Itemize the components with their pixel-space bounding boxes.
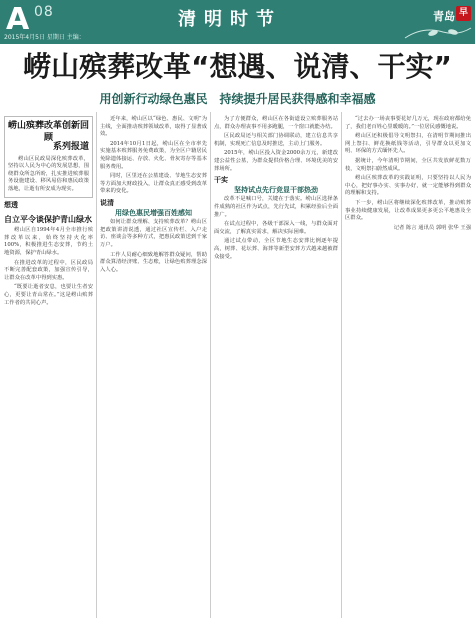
page-number: 08: [34, 4, 54, 20]
paragraph: 2015年，崂山区投入资金2000余万元，新建改建公益性公墓，为群众提供价格合理、环境优美的安葬场所。: [214, 150, 338, 172]
series-body: 崂山区民政局深化殡葬改革，坚持以人民为中心的发展思想，围绕群众所急所盼，扎实推进殡葬服务设施建设、移风易俗和惠民政策落地，让逝有所安成为现实。: [8, 155, 89, 192]
paragraph: 如何让群众理解、支持殡葬改革？崂山区把政策讲清说透，通过社区宣传栏、入户走访、座谈会等多种方式，把惠民政策送到千家万户。: [100, 219, 207, 248]
paragraph: 在推进改革的过程中，区民政局不断完善配套政策，加强宣传引导，让群众在改革中得到实惠。: [4, 259, 93, 281]
paragraph: 崂山区还积极倡导文明祭扫，在清明节期间推出网上祭扫、鲜花换纸钱等活动，引导群众以更加文明、环保的方式缅怀先人。: [345, 133, 471, 155]
leaf-decoration-icon: [403, 24, 473, 42]
paragraph: 下一步，崂山区将继续深化殡葬改革，推动殡葬事业持续健康发展，让改革成果更多更公平地惠及全区群众。: [345, 199, 471, 222]
section-heading-shuoqing: 说清: [100, 198, 114, 207]
series-box: [4, 116, 93, 198]
brand-name: 青岛: [433, 10, 455, 23]
section-title: 清明时节: [178, 9, 282, 30]
paragraph: “既要让逝者安息，也要让生者安心，更要让青山常在。”这是崂山殡葬工作者的共同心声。: [4, 284, 93, 306]
paragraph: 通过试点带动，全区节地生态安葬比例逐年提高，树葬、花坛葬、海葬等新型安葬方式越来越被群众接受。: [214, 238, 338, 260]
paragraph: 近年来，崂山区以“绿色、惠民、文明”为主线，全面推动殡葬领域改革，取得了显著成效。: [100, 116, 207, 138]
column-1: [4, 116, 93, 309]
paragraph: 区民政局还与相关部门协调联动，建立信息共享机制，实现死亡信息及时推送，主动上门服务。: [214, 133, 338, 147]
section-title-wrap: [140, 9, 320, 31]
paragraph: 工作人员耐心细致地解答群众疑问，帮助群众算清经济账、生态账，让绿色殡葬理念深入人心。: [100, 251, 207, 273]
paragraph: 据统计，今年清明节期间，全区共发放鲜花数万枝，文明祭扫蔚然成风。: [345, 157, 471, 172]
series-title: 崂山殡葬改革创新回顾: [8, 121, 90, 143]
column-3: [214, 116, 338, 263]
section-heading-ganshi: 干实: [214, 176, 228, 185]
column-divider: [210, 112, 211, 618]
column-2: [100, 116, 207, 276]
column-divider: [341, 112, 342, 618]
paragraph: 崂山区自1994年4月全市推行殡葬改革以来，始终坚持火化率100%，积极推进生态安葬，节约土地资源，保护青山绿水。: [4, 227, 93, 256]
dateline: 2015年4月5日 星期日 主编：: [4, 34, 85, 41]
paragraph: 同时，区里还在公墓建设、节地生态安葬等方面加大财政投入，让群众真正感受到改革带来的变化。: [100, 173, 207, 195]
paragraph: “过去办一场丧事要花好几万元，现在政府都给免了，我们老百姓心里暖暖的。”一位居民感慨地说。: [345, 116, 471, 130]
paragraph: 崂山区殡葬改革的实践证明，只要坚持以人民为中心，把好事办实、实事办好，就一定能够得到群众的理解和支持。: [345, 175, 471, 197]
paragraph: 改革不是喊口号，关键在于落实。崂山区选择条件成熟的社区作为试点，先行先试，积累经验后全面推广。: [214, 196, 338, 218]
subsection-heading: 自立平令谈保护青山绿水: [4, 215, 92, 225]
subsection-heading: 用绿色惠民增强百姓感知: [115, 208, 192, 217]
series-subtitle: 系列报道: [52, 142, 89, 152]
brand-badge: 早: [456, 6, 471, 21]
column-4: [345, 116, 471, 232]
masthead-band: [0, 0, 475, 44]
byline: 记者 陈言 通讯员 郭明 张华 王强: [393, 224, 471, 231]
subsection-heading: 坚持试点先行竞显干部热劲: [234, 185, 318, 194]
section-logo: A: [6, 2, 30, 37]
paragraph: 为了方便群众，崂山区在各街道设立殡葬服务站点，群众办理丧事不用多跑腿，一个窗口就能办结。: [214, 116, 338, 130]
article-subheadline: 用创新行动绿色惠民 持续提升居民获得感和幸福感: [99, 92, 376, 106]
paragraph: 2014年10月1日起，崂山区在全市率先实施基本殡葬服务免费政策，为全区户籍居民免除遗体接运、存放、火化、骨灰寄存等基本服务费用。: [100, 140, 207, 170]
column-divider: [96, 112, 97, 618]
section-heading-xiangtou: 想透: [4, 200, 18, 209]
paragraph: 在试点过程中，各级干部深入一线，与群众面对面交流，了解真实需求，解决实际困难。: [214, 221, 338, 235]
article-headline: 崂山殡葬改革“想遇、说清、干实”: [23, 50, 452, 83]
